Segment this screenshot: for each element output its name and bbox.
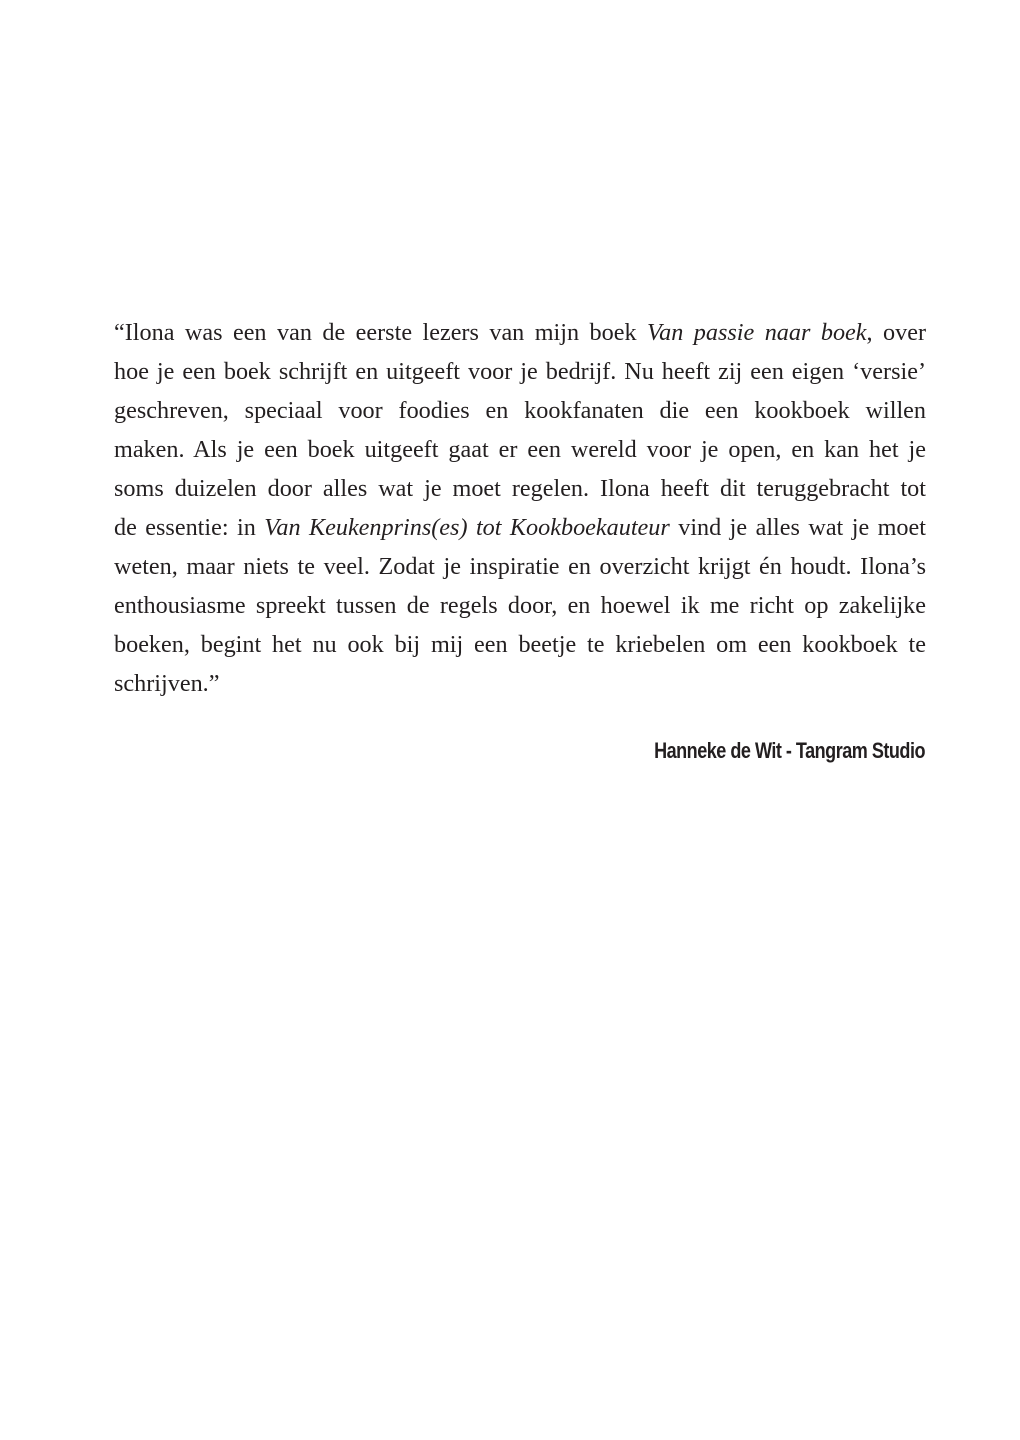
- book-title-italic: Van Keukenprins(es) tot Kookboekauteur: [264, 514, 670, 541]
- quote-text: vind je alles wat je moet: [669, 514, 926, 541]
- quote-line: [114, 352, 926, 391]
- quote-line: [114, 664, 926, 703]
- quote-text: hoe je een boek schrijft en uitgeeft voor je bedrijf. Nu heeft zij een eigen ‘versie’: [114, 358, 926, 385]
- quote-text: maken. Als je een boek uitgeeft gaat er een wereld voor je open, en kan het je: [114, 436, 926, 463]
- quote-line: [114, 586, 926, 625]
- quote-attribution: Hanneke de Wit - Tangram Studio: [654, 738, 925, 763]
- quote-line: [114, 625, 926, 664]
- quote-text: schrijven.”: [114, 670, 220, 697]
- quote-line: [114, 508, 926, 547]
- testimonial-quote: [114, 313, 926, 703]
- quote-text: soms duizelen door alles wat je moet regelen. Ilona heeft dit teruggebracht tot: [114, 475, 926, 502]
- quote-text: de essentie: in: [114, 514, 265, 541]
- quote-text: boeken, begint het nu ook bij mij een beetje te kriebelen om een kookboek te: [114, 631, 926, 658]
- quote-line: [114, 391, 926, 430]
- quote-line: [114, 547, 926, 586]
- quote-text: enthousiasme spreekt tussen de regels door, en hoewel ik me richt op zakelijke: [114, 592, 926, 619]
- quote-text: geschreven, speciaal voor foodies en kookfanaten die een kookboek willen: [114, 397, 926, 424]
- quote-text: , over: [866, 319, 926, 346]
- book-title-italic: Van passie naar boek: [647, 319, 867, 346]
- quote-line: [114, 469, 926, 508]
- quote-text: “Ilona was een van de eerste lezers van mijn boek: [114, 319, 648, 346]
- quote-text: weten, maar niets te veel. Zodat je inspiratie en overzicht krijgt én houdt. Ilona’s: [114, 553, 926, 580]
- quote-line: [114, 313, 926, 352]
- quote-line: [114, 430, 926, 469]
